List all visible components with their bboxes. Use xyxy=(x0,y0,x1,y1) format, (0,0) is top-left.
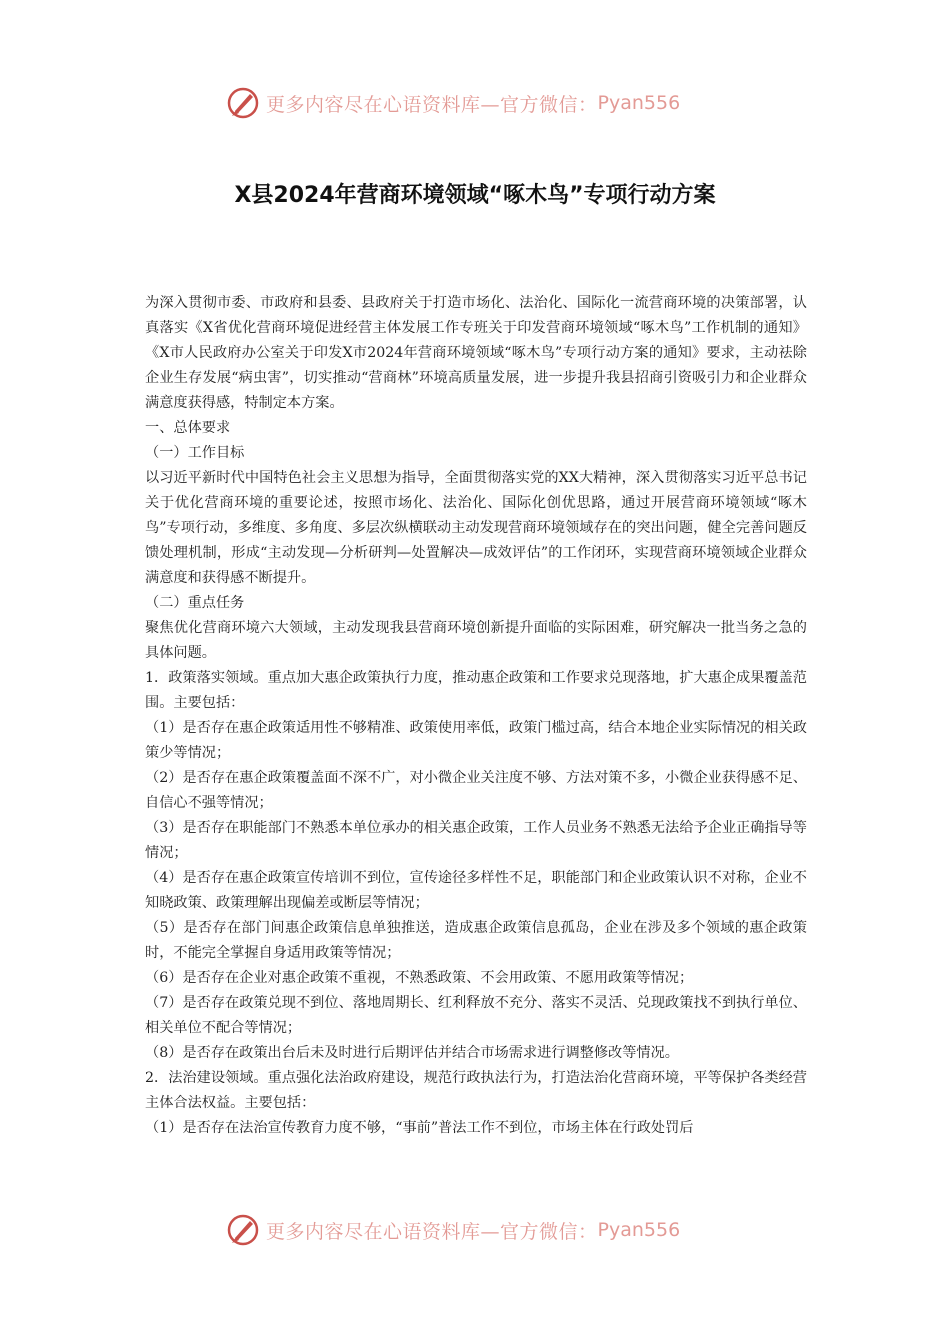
paragraph: 聚焦优化营商环境六大领域，主动发现我县营商环境创新提升面临的实际困难，研究解决一批当务之急的具体问题。 xyxy=(145,620,807,661)
list-item: （3）是否存在职能部门不熟悉本单位承办的相关惠企政策，工作人员业务不熟悉无法给予企业正确指导等情况； xyxy=(145,820,807,861)
paragraph: 1．政策落实领域。重点加大惠企政策执行力度，推动惠企政策和工作要求兑现落地，扩大惠企成果覆盖范围。主要包括： xyxy=(145,670,807,711)
list-item: （2）是否存在惠企政策覆盖面不深不广，对小微企业关注度不够、方法对策不多，小微企业获得感不足、自信心不强等情况； xyxy=(145,770,807,811)
document-title: X县2024年营商环境领域“啄木鸟”专项行动方案 xyxy=(234,183,716,208)
paragraph: 以习近平新时代中国特色社会主义思想为指导，全面贯彻落实党的XX大精神，深入贯彻落实习近平总书记关于优化营商环境的重要论述，按照市场化、法治化、国际化创优思路，通过开展营商环境领域“啄木鸟”专项行动，多维度、多角度、多层次纵横联动主动发现营商环境领域存在的突出问题，健全完善问题反馈处理机制，形成“主动发现—分析研判—处置解决—成效评估”的工作闭环，实现营商环境领域企业群众满意度和获得感不断提升。 xyxy=(145,470,807,586)
watermark-wechat-id: Pyan556 xyxy=(597,92,681,114)
watermark-text: 更多内容尽在心语资料库—官方微信： xyxy=(266,93,598,116)
pen-logo-icon xyxy=(226,1213,260,1247)
list-item: （5）是否存在部门间惠企政策信息单独推送，造成惠企政策信息孤岛，企业在涉及多个领域的惠企政策时，不能完全掌握自身适用政策等情况； xyxy=(145,920,807,961)
watermark-wechat-id: Pyan556 xyxy=(597,1219,681,1241)
paragraph: 为深入贯彻市委、市政府和县委、县政府关于打造市场化、法治化、国际化一流营商环境的决策部署，认真落实《X省优化营商环境促进经营主体发展工作专班关于印发营商环境领域“啄木鸟”工作机制的通知》《X市人民政府办公室关于印发X市2024年营商环境领域“啄木鸟”专项行动方案的通知》要求，主动祛除企业生存发展“病虫害”，切实推动“营商林”环境高质量发展，进一步提升我县招商引资吸引力和企业群众满意度获得感，特制定本方案。 xyxy=(145,295,807,411)
list-item: （1）是否存在惠企政策适用性不够精准、政策使用率低，政策门槛过高，结合本地企业实际情况的相关政策少等情况； xyxy=(145,720,807,761)
list-item: （6）是否存在企业对惠企政策不重视，不熟悉政策、不会用政策、不愿用政策等情况； xyxy=(145,970,694,986)
subsection-heading: （一）工作目标 xyxy=(145,445,245,461)
paragraph: 2．法治建设领域。重点强化法治政府建设，规范行政执法行为，打造法治化营商环境，平等保护各类经营主体合法权益。主要包括： xyxy=(145,1070,807,1111)
document-body xyxy=(145,291,807,1141)
subsection-heading: （二）重点任务 xyxy=(145,595,245,611)
section-heading: 一、总体要求 xyxy=(145,420,231,436)
list-item: （1）是否存在法治宣传教育力度不够，“事前”普法工作不到位，市场主体在行政处罚后 xyxy=(145,1120,694,1136)
pen-logo-icon xyxy=(226,86,260,120)
list-item: （4）是否存在惠企政策宣传培训不到位，宣传途径多样性不足，职能部门和企业政策认识不对称，企业不知晓政策、政策理解出现偏差或断层等情况； xyxy=(145,870,807,911)
watermark-header xyxy=(226,83,680,123)
list-item: （8）是否存在政策出台后未及时进行后期评估并结合市场需求进行调整修改等情况。 xyxy=(145,1045,679,1061)
watermark-text: 更多内容尽在心语资料库—官方微信： xyxy=(266,1220,598,1243)
list-item: （7）是否存在政策兑现不到位、落地周期长、红利释放不充分、落实不灵活、兑现政策找不到执行单位、相关单位不配合等情况； xyxy=(145,995,807,1036)
watermark-footer xyxy=(226,1210,680,1250)
